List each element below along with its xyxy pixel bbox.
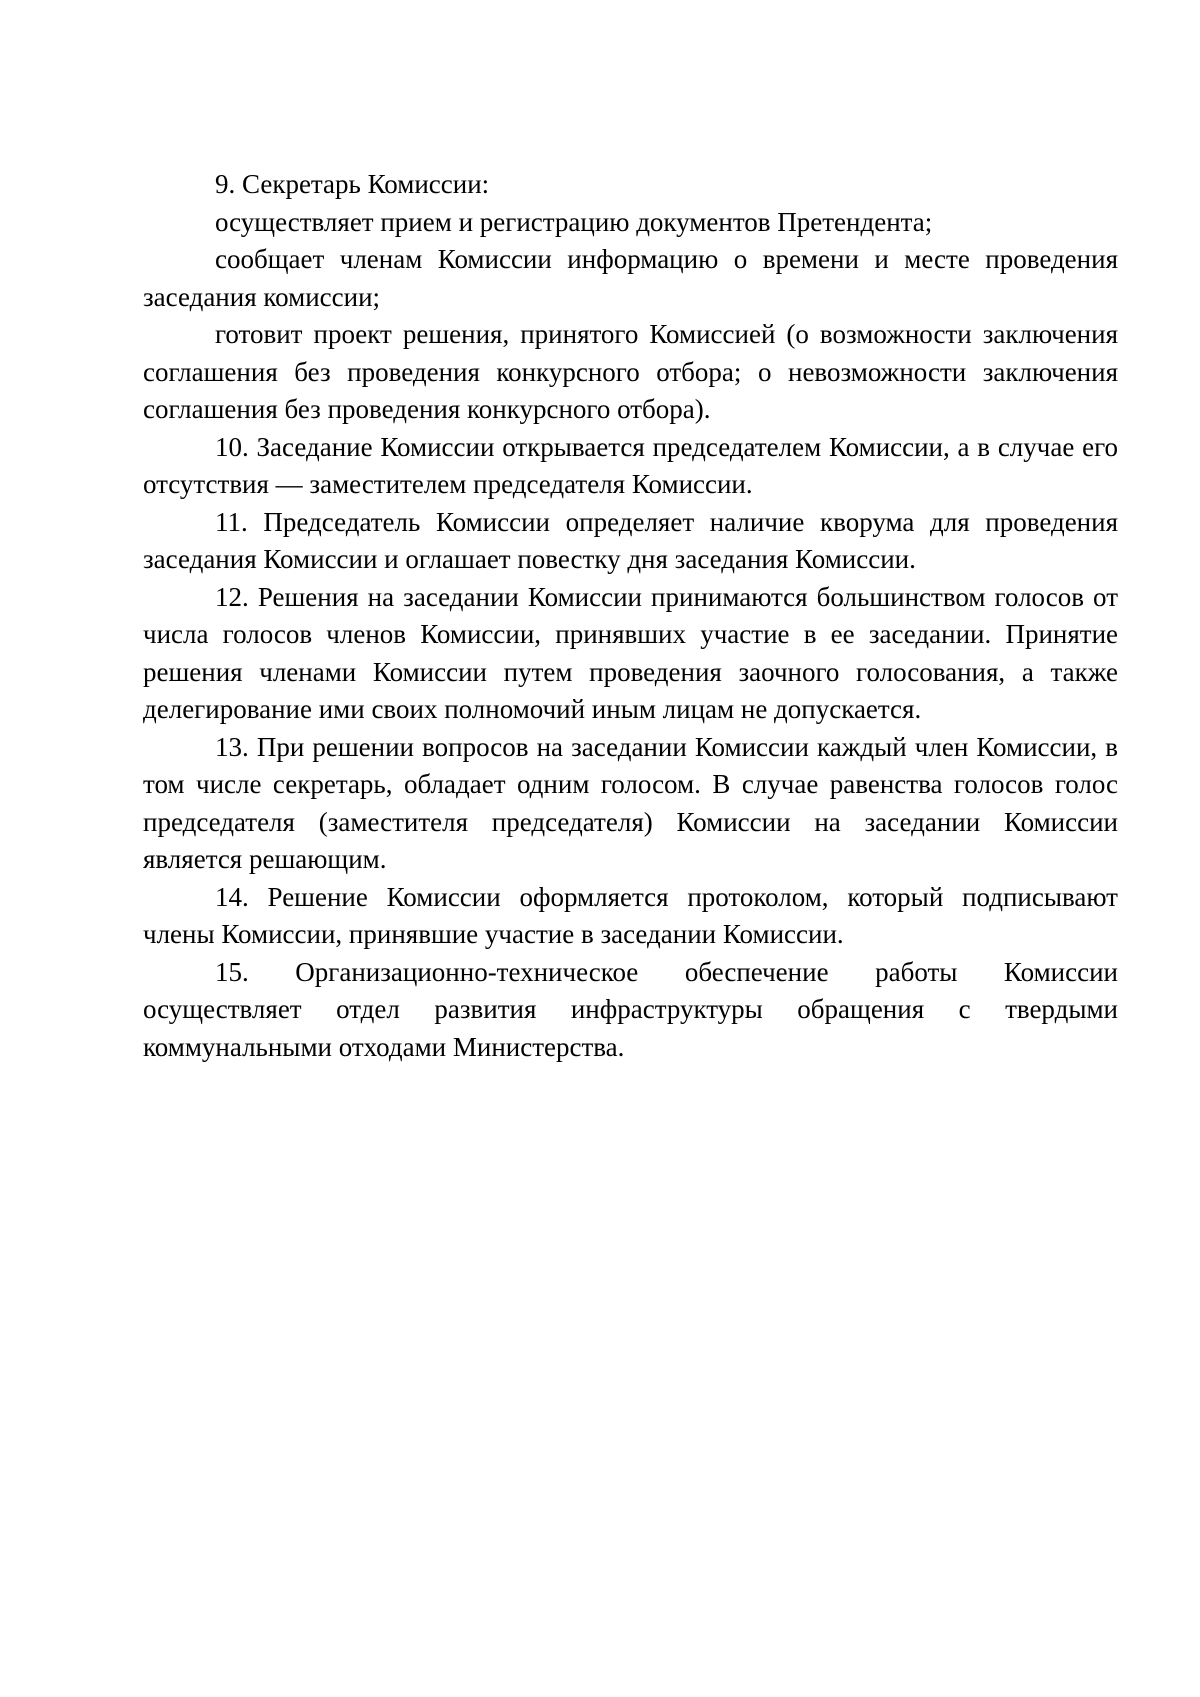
paragraph-9-duty-2: сообщает членам Комиссии информацию о времени и месте проведения заседания комиссии;	[143, 244, 1118, 312]
paragraph-11: 11. Председатель Комиссии определяет наличие кворума для проведения заседания Комиссии и оглашает повестку дня заседания Комиссии.	[143, 506, 1118, 574]
paragraph-12: 12. Решения на заседании Комиссии принимаются большинством голосов от числа голосов членов Комиссии, принявших участие в ее заседании. Принятие решения членами Комиссии путем проведения заочного голосования, а также делегирование ими своих полномочий иным лицам не допускается.	[143, 581, 1118, 724]
paragraph-9-duty-3: готовит проект решения, принятого Комиссией (о возможности заключения соглашения без проведения конкурсного отбора; о невозможности заключения соглашения без проведения конкурсного отбора).	[143, 319, 1118, 424]
paragraph-13: 13. При решении вопросов на заседании Комиссии каждый член Комиссии, в том числе секретарь, обладает одним голосом. В случае равенства голосов голос председателя (заместителя председателя) Комиссии на заседании Комиссии является решающим.	[143, 731, 1118, 874]
document-page	[143, 166, 1118, 1066]
paragraph-15: 15. Организационно-техническое обеспечение работы Комиссии осуществляет отдел развития инфраструктуры обращения с твердыми коммунальными отходами Министерства.	[143, 956, 1118, 1062]
paragraph-10: 10. Заседание Комиссии открывается председателем Комиссии, а в случае его отсутствия — заместителем председателя Комиссии.	[143, 431, 1118, 499]
paragraph-14: 14. Решение Комиссии оформляется протоколом, который подписывают члены Комиссии, принявшие участие в заседании Комиссии.	[143, 881, 1118, 949]
paragraph-9-duty-1: осуществляет прием и регистрацию документов Претендента;	[215, 206, 933, 237]
paragraph-9-heading: 9. Секретарь Комиссии:	[215, 169, 490, 199]
